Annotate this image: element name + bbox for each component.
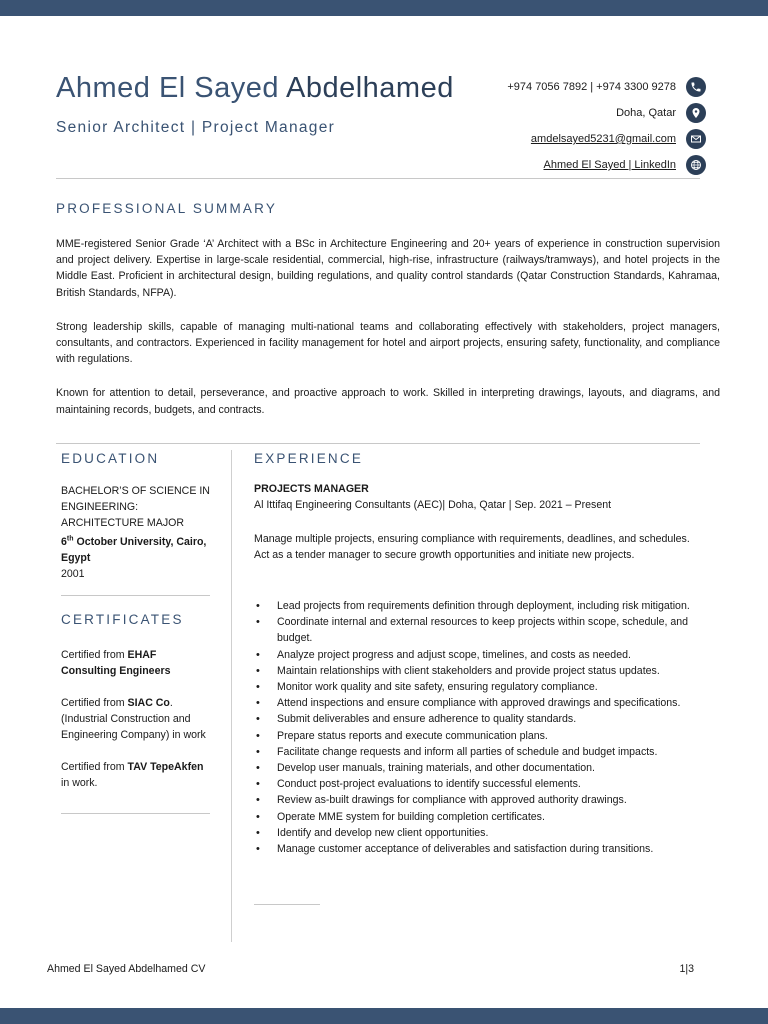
contact-block — [446, 74, 706, 178]
university-rest: October University, Cairo, Egypt — [61, 535, 207, 564]
certificate-prefix: Certified from — [61, 649, 128, 661]
job-title: PROJECTS MANAGER — [254, 483, 369, 495]
location-pin-icon — [686, 103, 706, 123]
contact-phone-row — [446, 74, 706, 100]
contact-email-row — [446, 126, 706, 152]
candidate-name — [56, 72, 454, 105]
experience-end-divider — [254, 904, 320, 905]
list-item: • Review as-built drawings for compliance with approved authority drawings. — [254, 792, 704, 808]
graduation-year: 2001 — [61, 567, 85, 580]
summary-paragraph: Strong leadership skills, capable of managing multi-national teams and collaborating effectively with stakeholders, project managers, consultants, and contractors. Experienced in facility management for hotel and airport projects, ensuring safety, functionality, and compliance with regulations. — [56, 320, 720, 366]
summary-divider — [56, 443, 700, 444]
footer-title: Ahmed El Sayed Abdelhamed CV — [47, 963, 206, 975]
contact-location-row — [446, 100, 706, 126]
certificate-item — [61, 647, 211, 679]
list-item: • Maintain relationships with client stakeholders and provide project status updates. — [254, 663, 704, 679]
education-block — [61, 483, 211, 582]
university-num: 6 — [61, 535, 67, 548]
page-number: 1|3 — [679, 963, 694, 975]
list-item: • Coordinate internal and external resources to keep projects within scope, schedule, and budget. — [254, 614, 704, 646]
education-divider — [61, 595, 210, 596]
list-item: • Attend inspections and ensure compliance with approved drawings and specifications. — [254, 695, 704, 711]
summary-body — [56, 236, 720, 436]
phone-text: +974 7056 7892 | +974 3300 9278 — [507, 81, 676, 93]
email-link[interactable]: amdelsayed5231@gmail.com — [530, 133, 676, 145]
experience-heading: EXPERIENCE — [254, 451, 364, 466]
name-first: Ahmed El Sayed — [56, 72, 280, 104]
certificate-org: SIAC Co — [127, 697, 170, 709]
list-item: • Monitor work quality and site safety, ensuring regulatory compliance. — [254, 679, 704, 695]
responsibilities-list — [254, 598, 704, 857]
job-description: Manage multiple projects, ensuring compliance with requirements, deadlines, and schedules. Act as a tender manager to secure growth opportunities and initiate new projects. — [254, 533, 690, 562]
location-text: Doha, Qatar — [616, 107, 676, 119]
summary-paragraph: Known for attention to detail, perseverance, and proactive approach to work. Skilled in interpreting drawings, layouts, and diagrams, and maintaining records, budgets, and contracts. — [56, 387, 720, 416]
bottom-color-bar — [0, 1008, 768, 1024]
summary-paragraph: MME-registered Senior Grade ‘A’ Architect with a BSc in Architecture Engineering and 20+ years of experience in construction supervision and project delivery. Expertise in large-scale residential, commercial, high-rise, infrastructure (railways/tramways), and hotel projects in the Middle East. Proficient in architectural design, building regulations, and quality control standards (Qatar Construction Standards, Kahramaa, British Standards, NFPA). — [56, 238, 720, 299]
header-divider — [56, 178, 700, 179]
linkedin-link[interactable]: Ahmed El Sayed | LinkedIn — [543, 159, 676, 171]
top-color-bar — [0, 0, 768, 16]
certificate-suffix: . (Industrial Construction and Engineering Company) in work — [61, 697, 206, 741]
certificate-prefix: Certified from — [61, 697, 128, 709]
column-divider — [231, 450, 232, 942]
university — [61, 531, 211, 566]
job-company-line: Al Ittifaq Engineering Consultants (AEC)| Doha, Qatar | Sep. 2021 – Present — [254, 499, 612, 511]
certificate-prefix: Certified from — [61, 761, 128, 773]
list-item: • Analyze project progress and adjust scope, timelines, and costs as needed. — [254, 647, 704, 663]
university-sup: th — [66, 535, 74, 542]
list-item: • Manage customer acceptance of deliverables and satisfaction during transitions. — [254, 841, 704, 857]
education-heading: EDUCATION — [61, 451, 160, 466]
summary-heading: PROFESSIONAL SUMMARY — [56, 201, 278, 216]
list-item: • Prepare status reports and execute communication plans. — [254, 728, 704, 744]
degree-line: BACHELOR’S OF SCIENCE IN ENGINEERING: — [61, 485, 210, 513]
certificates-block — [61, 647, 211, 791]
certificate-org: EHAF Consulting Engineers — [61, 649, 171, 677]
certificates-heading: CERTIFICATES — [61, 612, 184, 627]
list-item: • Conduct post-project evaluations to identify successful elements. — [254, 776, 704, 792]
job-subtitle: Senior Architect | Project Manager — [56, 119, 336, 136]
contact-linkedin-row — [446, 152, 706, 178]
name-last: Abdelhamed — [285, 72, 454, 104]
certificate-item — [61, 695, 211, 743]
list-item: • Lead projects from requirements definition through deployment, including risk mitigation. — [254, 598, 704, 614]
certificate-item — [61, 759, 211, 791]
certificates-divider — [61, 813, 210, 814]
certificate-org: TAV TepeAkfen — [127, 761, 204, 773]
phone-icon — [686, 77, 706, 97]
list-item: • Identify and develop new client opportunities. — [254, 825, 704, 841]
list-item: • Develop user manuals, training materials, and other documentation. — [254, 760, 704, 776]
degree-major: ARCHITECTURE MAJOR — [61, 517, 185, 529]
list-item: • Submit deliverables and ensure adherence to quality standards. — [254, 711, 704, 727]
email-icon — [686, 129, 706, 149]
list-item: • Operate MME system for building completion certificates. — [254, 809, 704, 825]
globe-icon — [686, 155, 706, 175]
list-item: • Facilitate change requests and inform all parties of schedule and budget impacts. — [254, 744, 704, 760]
certificate-suffix: in work. — [61, 777, 98, 789]
